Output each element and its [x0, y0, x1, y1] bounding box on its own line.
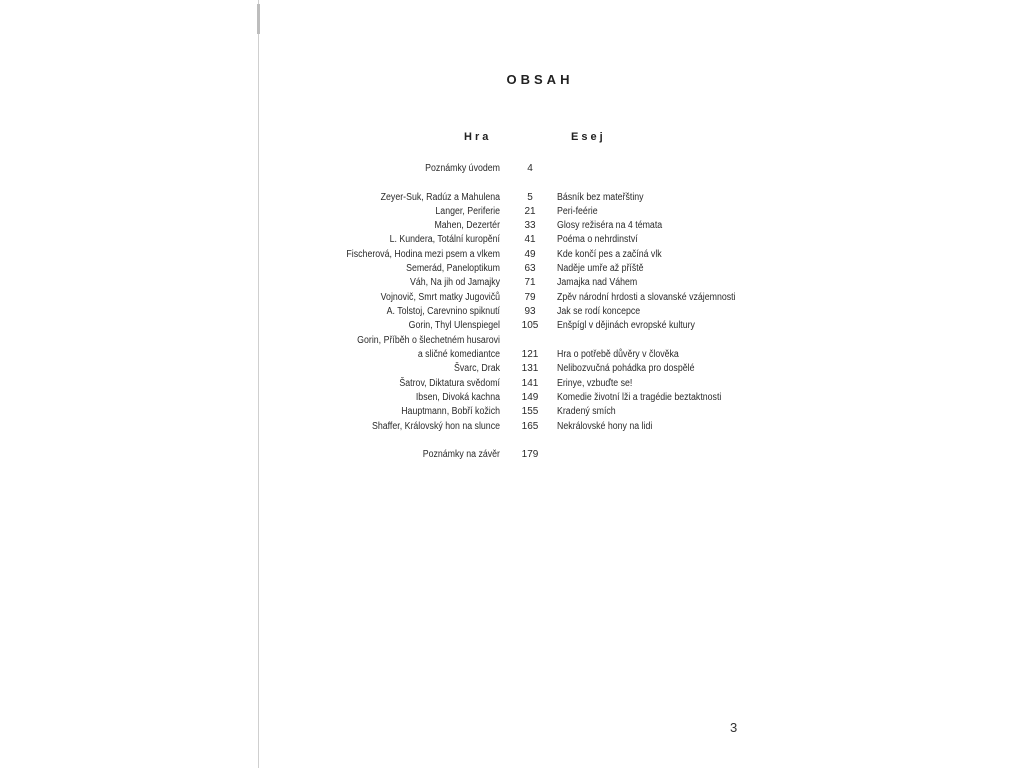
toc-row: [0, 334, 1024, 348]
toc-play-title: Poznámky na závěr: [422, 449, 500, 460]
toc-play-title: Šatrov, Diktatura svědomí: [399, 378, 500, 389]
toc-row: [0, 362, 1024, 376]
toc-row: [0, 305, 1024, 319]
toc-essay-title: Hra o potřebě důvěry v člověka: [557, 349, 679, 360]
toc-page-number: 41: [524, 234, 536, 245]
toc-play-title: Gorin, Příběh o šlechetném husarovi: [357, 335, 500, 346]
toc-essay-title: Nekrálovské hony na lidi: [557, 421, 653, 432]
toc-essay-title: Jak se rodí koncepce: [557, 306, 641, 317]
toc-row: [0, 233, 1024, 247]
toc-page-number: 71: [524, 277, 536, 288]
toc-row: [0, 276, 1024, 290]
toc-page-number: 93: [524, 306, 536, 317]
toc-play-title: Hauptmann, Bobří kožich: [401, 406, 500, 417]
toc-essay-title: Enšpígl v dějinách evropské kultury: [557, 320, 695, 331]
toc-page-number: 5: [527, 192, 533, 203]
toc-row: [0, 319, 1024, 333]
toc-page-number: 105: [521, 320, 539, 331]
toc-row: [0, 377, 1024, 391]
toc-row: [0, 262, 1024, 276]
toc-essay-title: Naděje umře až příště: [557, 263, 644, 274]
column-header-essay: Esej: [571, 131, 606, 143]
toc-page-number: 33: [524, 220, 536, 231]
toc-page-number: 21: [524, 206, 536, 217]
toc-play-title: Langer, Periferie: [435, 206, 500, 217]
toc-essay-title: Glosy režiséra na 4 témata: [557, 220, 663, 231]
toc-play-title: Zeyer-Suk, Radúz a Mahulena: [380, 192, 500, 203]
toc-play-title: Semerád, Paneloptikum: [406, 263, 500, 274]
toc-row: [0, 448, 1024, 462]
toc-play-title: Fischerová, Hodina mezi psem a vlkem: [346, 249, 500, 260]
column-header-play: Hra: [464, 131, 492, 143]
toc-page-number: 63: [524, 263, 536, 274]
toc-row: [0, 162, 1024, 176]
toc-row: [0, 219, 1024, 233]
toc-essay-title: Kradený smích: [557, 406, 616, 417]
toc-essay-title: Poéma o nehrdinství: [557, 234, 638, 245]
toc-row: [0, 248, 1024, 262]
toc-page-number: 165: [521, 421, 539, 432]
toc-play-title: Švarc, Drak: [454, 363, 500, 374]
toc-essay-title: Erinye, vzbuďte se!: [557, 378, 633, 389]
toc-page-number: 155: [521, 406, 539, 417]
toc-page-number: 79: [524, 292, 536, 303]
toc-page-number: 121: [521, 349, 539, 360]
toc-row: [0, 348, 1024, 362]
toc-play-title: Mahen, Dezertér: [434, 220, 500, 231]
toc-page-number: 49: [524, 249, 536, 260]
toc-essay-title: Kde končí pes a začíná vlk: [557, 249, 662, 260]
toc-play-title: L. Kundera, Totální kuropění: [389, 234, 500, 245]
toc-essay-title: Jamajka nad Váhem: [557, 277, 638, 288]
toc-play-title: A. Tolstoj, Carevnino spiknutí: [386, 306, 500, 317]
toc-row: [0, 405, 1024, 419]
toc-play-title: Shaffer, Královský hon na slunce: [371, 421, 500, 432]
page-number: 3: [730, 720, 738, 735]
toc-play-title: Gorin, Thyl Ulenspiegel: [408, 320, 500, 331]
toc-play-title: Vojnovič, Smrt matky Jugovičů: [380, 292, 500, 303]
binding-mark: [257, 4, 260, 34]
toc-play-title: Poznámky úvodem: [425, 163, 500, 174]
toc-play-title: a sličné komediantce: [417, 349, 500, 360]
toc-play-title: Váh, Na jih od Jamajky: [409, 277, 500, 288]
toc-essay-title: Peri-feérie: [557, 206, 598, 217]
toc-page-number: 149: [521, 392, 539, 403]
toc-page-number: 4: [527, 163, 533, 174]
toc-row: [0, 391, 1024, 405]
toc-row: [0, 191, 1024, 205]
toc-essay-title: Nelibozvučná pohádka pro dospělé: [557, 363, 695, 374]
toc-page-number: 179: [521, 449, 539, 460]
toc-row: [0, 205, 1024, 219]
toc-page-number: 141: [521, 378, 539, 389]
toc-play-title: Ibsen, Divoká kachna: [415, 392, 500, 403]
toc-essay-title: Zpěv národní hrdosti a slovanské vzájemnosti: [557, 292, 736, 303]
toc-row: [0, 291, 1024, 305]
toc-essay-title: Komedie životní lži a tragédie beztaktnosti: [557, 392, 722, 403]
toc-essay-title: Básník bez mateřštiny: [557, 192, 644, 203]
toc-page-number: 131: [521, 363, 539, 374]
page-title: OBSAH: [506, 72, 574, 87]
toc-row: [0, 420, 1024, 434]
